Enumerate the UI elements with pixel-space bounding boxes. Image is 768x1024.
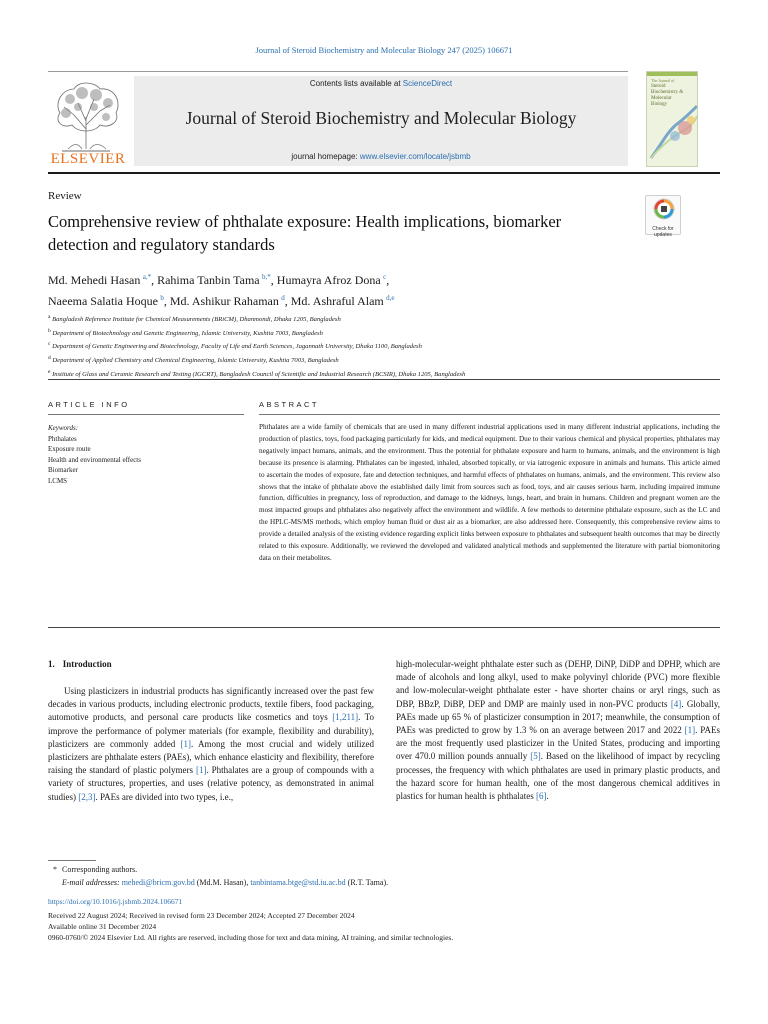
corresponding-text: Corresponding authors. xyxy=(62,865,138,874)
author-affiliation-marker[interactable]: c xyxy=(383,273,387,281)
cover-line: Biology xyxy=(651,102,668,107)
abstract-rule xyxy=(259,414,720,415)
keyword-item[interactable]: Biomarker xyxy=(48,466,78,474)
cover-line: Steroid xyxy=(651,84,666,89)
affiliation-text: Institute of Glass and Ceramic Research and Testing (IGCRT), Bangladesh Council of Scientific and Industrial Research (BCSIR), Dhaka 1205, Bangladesh xyxy=(52,370,466,378)
footnotes xyxy=(48,864,720,889)
introduction-heading xyxy=(48,659,112,669)
affiliation-text: Department of Genetic Engineering and Biotechnology, Faculty of Life and Earth Sciences, Jagannath University, Dhaka 1100, Bangladesh xyxy=(52,343,422,351)
affiliation-text: Department of Applied Chemistry and Chemical Engineering, Islamic University, Kushtia 7003, Bangladesh xyxy=(52,357,339,365)
author-separator: , xyxy=(270,273,277,287)
intro-column-left xyxy=(48,685,374,804)
doi-link[interactable]: https://doi.org/10.1016/j.jsbmb.2024.106671 xyxy=(48,897,183,906)
affiliation-mark: d xyxy=(48,355,51,362)
email-label: E-mail addresses: xyxy=(62,877,120,887)
author-affiliation-marker[interactable]: d xyxy=(281,294,285,302)
body-text: . Globally, PAEs made up 65 % of plasticizer consumption in 2017; meanwhile, the consumption of PAEs was predicted to grow by 1.3 % on an average between 2017 and 2022 xyxy=(396,698,720,736)
body-text: . PAEs are the most frequently used plasticizer in the United States, producing and importing over 470.0 million pounds annually xyxy=(396,725,720,762)
footnote-star: * xyxy=(53,865,57,874)
affiliation-item xyxy=(48,312,728,326)
citation-link[interactable]: [1] xyxy=(195,765,207,776)
cover-line: Biochemistry & xyxy=(651,90,684,95)
sciencedirect-link[interactable]: ScienceDirect xyxy=(402,79,453,88)
footnote-rule xyxy=(48,860,96,861)
cover-line: Molecular xyxy=(651,96,672,101)
body-text: . PAEs are divided into two types, i.e., xyxy=(95,791,234,802)
author-name[interactable]: Md. Ashikur Rahaman xyxy=(169,294,279,308)
affiliation-item xyxy=(48,339,728,353)
author-name[interactable]: Naeema Salatia Hoque xyxy=(48,294,158,308)
keywords-block xyxy=(48,423,238,486)
email-link[interactable]: mehedi@bricm.gov.bd xyxy=(121,877,195,887)
affiliation-mark: c xyxy=(48,341,51,348)
abstract-heading: ABSTRACT xyxy=(259,400,320,409)
body-text: . Phthalates are a group of compounds with a variety of structures, properties, and uses (relative potency, as demonstrated in animal studies) xyxy=(48,765,375,802)
journal-citation-link[interactable]: Journal of Steroid Biochemistry and Molecular Biology 247 (2025) 106671 xyxy=(255,45,513,55)
email-link[interactable]: tanbintama.btge@std.iu.ac.bd xyxy=(250,877,346,887)
author-list xyxy=(48,268,688,310)
keyword-item[interactable]: Phthalates xyxy=(48,434,77,443)
body-text: . Among the most crucial and widely utilized plasticizers are phthalate esters (PAEs), which enhance elasticity and flexibility, therefore raising the standard of plastic polymers xyxy=(48,738,374,776)
header-banner xyxy=(134,76,628,166)
citation-link[interactable]: [5] xyxy=(530,751,541,762)
keywords-heading: Keywords: xyxy=(48,424,79,432)
email-owner: (R.T. Tama). xyxy=(345,877,389,887)
homepage-link[interactable]: www.elsevier.com/locate/jsbmb xyxy=(359,152,471,161)
cover-line: The Journal of xyxy=(651,78,675,83)
affiliation-mark: b xyxy=(48,327,51,334)
header-top-rule xyxy=(48,71,628,72)
author-separator: , xyxy=(163,294,170,308)
keyword-item[interactable]: Health and environmental effects xyxy=(48,455,141,464)
journal-homepage xyxy=(134,152,628,161)
check-updates-icon xyxy=(646,196,682,222)
body-text: high-molecular-weight phthalate ester such as (DEHP, DiNP, DiDP and DPHP, which are made of alcohols and long alkyl, used to make polyvinyl chloride (PVC) more flexible and low-molecular-weight phthalate ester - have shorter chains or aryl rings, such as DBP, BBzP, DiBP, DEP and DMP are mainly used in non-PVC products xyxy=(396,659,720,709)
check-for-updates-button[interactable] xyxy=(645,195,681,238)
available-online: Available online 31 December 2024 xyxy=(48,922,157,931)
citation-link[interactable]: [2,3] xyxy=(78,791,96,802)
body-text: Using plasticizers in industrial products has significantly increased over the past few decades in various products, including electronic products, textile fibers, food packaging, automotive products, and personal care products like cosmetics and toys xyxy=(48,686,374,723)
article-type: Review xyxy=(48,190,82,202)
email-owner: (Md.M. Hasan), xyxy=(194,877,251,887)
body-text: . Based on the likelihood of impact by recycling processes, the frequency with which phthalates are used in primary plastic products, and the hazard score for human health, one of the most dangerous chemical additives in plastics for human health is phthalates xyxy=(396,751,720,802)
abstract-text: Phthalates are a wide family of chemicals that are used in many different industrial applications used in many different industrial applications, including the production of plastics, toys, food packaging particularly for kids, and medical equipment. Due to their various chemical and physical properties, phthalates may negatively impact humans, animals, and the environment. Thus the potential for phthalate exposure and harm to humans, animals, and the environment is high because its presence is alarming. Phthalates can be ingested, inhaled, absorbed topically, or via iatrogenic exposure in animals and humans. This article aimed to ascertain the modes of exposure, fate and detection techniques, and harmful effects of phthalates on humans, animals, and the environment. This review also shows that the intake of phthalate above the established daily limit from sources such as food, toys, and air causes serious harm, including impaired immune function, difficulties in pregnancy, loss of reproduction, and damage to the kidneys, lungs, heart, and brain in humans. Children and pregnant women are the most impacted groups and phthalates also negatively affect the environment and wildlife. A few methods to determine phthalate exposure, such as the LC and the HPLC-MS/MS methods, which employ human fluid or dust air as a biomarker, are also addressed here. Consequently, this comprehensive review aims to provide a detailed analysis of the existing evidence regarding explicit links between exposure to phthalates and subsequent health outcomes that may be directly related to this exposure. Additionally, we reviewed the developed and validated analytical methods and supplemented the literature with partial biomonitoring data on their metabolites. xyxy=(259,423,720,562)
affiliation-text: Department of Biotechnology and Genetic Engineering, Islamic University, Kushtia 7003, Bangladesh xyxy=(52,329,323,337)
elsevier-logo[interactable] xyxy=(48,77,128,167)
author-affiliation-marker[interactable]: b xyxy=(160,294,164,302)
citation-link[interactable]: [1,211] xyxy=(332,712,359,723)
publisher-wordmark: ELSEVIER xyxy=(50,151,126,167)
author-affiliation-marker[interactable]: d,e xyxy=(386,294,395,302)
article-title: Comprehensive review of phthalate exposure: Health implications, biomarker detection and regulatory standards xyxy=(48,212,562,254)
corresponding-note xyxy=(48,864,720,877)
cover-title xyxy=(651,78,697,108)
received-dates: Received 22 August 2024; Received in revised form 23 December 2024; Accepted 27 December 2024 xyxy=(48,911,355,920)
article-info-rule xyxy=(48,414,244,415)
homepage-prefix: journal homepage: xyxy=(291,152,360,161)
affiliation-item xyxy=(48,326,728,340)
journal-title[interactable]: Journal of Steroid Biochemistry and Molecular Biology xyxy=(185,108,577,128)
keyword-item[interactable]: Exposure route xyxy=(48,445,91,453)
author-affiliation-marker[interactable]: b,* xyxy=(262,273,271,281)
journal-cover-thumbnail[interactable] xyxy=(646,71,698,167)
author-separator: , xyxy=(284,294,291,308)
email-note xyxy=(48,877,720,890)
abstract-end-rule xyxy=(48,627,720,628)
body-text: . To improve the performance of polymer materials (for example, flexibility and durability), plasticizers are commonly added xyxy=(48,712,374,749)
contents-prefix: Contents lists available at xyxy=(309,79,403,88)
intro-column-right xyxy=(396,658,720,803)
author-affiliation-marker[interactable]: a,* xyxy=(142,273,152,281)
section-divider xyxy=(48,379,720,380)
citation-link[interactable]: [4] xyxy=(670,698,682,709)
affiliation-mark: a xyxy=(48,314,51,320)
author-name[interactable]: Md. Ashraful Alam xyxy=(290,294,384,308)
header-bottom-rule xyxy=(48,172,720,174)
affiliation-mark: e xyxy=(48,368,51,375)
author-separator: , xyxy=(151,273,158,287)
section-title: Introduction xyxy=(62,659,112,669)
keyword-item[interactable]: LCMS xyxy=(48,476,68,485)
body-text: . xyxy=(546,791,549,802)
affiliation-text: Bangladesh Reference Institute for Chemical Measurements (BRiCM), Dhanmondi, Dhaka 1205, Bangladesh xyxy=(52,316,341,324)
author-name[interactable]: Md. Mehedi Hasan xyxy=(48,273,141,287)
copyright-notice: 0960-0760/© 2024 Elsevier Ltd. All rights are reserved, including those for text and data mining, AI training, and similar technologies. xyxy=(48,933,454,942)
affiliations-list xyxy=(48,312,728,380)
author-separator: , xyxy=(386,273,390,287)
citation-link[interactable]: [6] xyxy=(535,791,547,802)
affiliation-item xyxy=(48,353,728,367)
citation-link[interactable]: [1] xyxy=(180,738,191,749)
journal-header xyxy=(48,71,720,167)
author-name[interactable]: Rahima Tanbin Tama xyxy=(157,273,260,287)
article-info-heading: ARTICLE INFO xyxy=(48,400,130,409)
citation-link[interactable]: [1] xyxy=(684,725,696,736)
check-updates-label: Check for updates xyxy=(652,226,674,238)
section-number: 1. xyxy=(48,659,55,669)
contents-availability xyxy=(134,79,628,88)
author-name[interactable]: Humayra Afroz Dona xyxy=(276,273,381,287)
